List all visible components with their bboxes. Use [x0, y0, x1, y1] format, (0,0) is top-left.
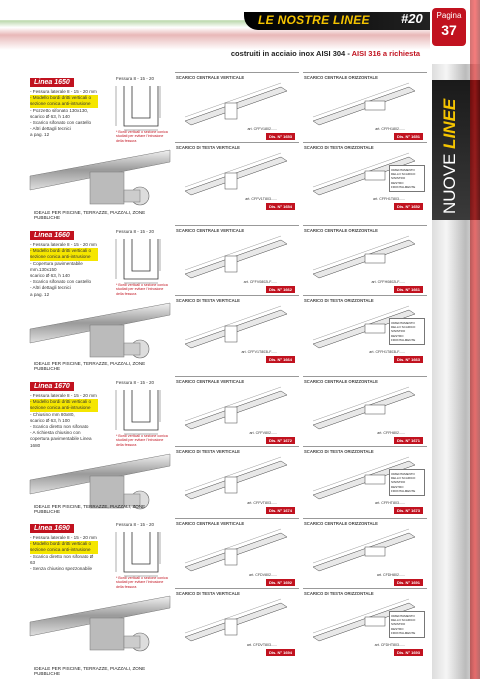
drawing-number-badge: Dis. N° 1654: [266, 203, 295, 210]
drawing-number-badge: Dis. N° 1674: [266, 507, 295, 514]
feature-item: - Scarico diretto non sifonato: [30, 424, 89, 430]
article-code: art. CFDV802......: [249, 573, 277, 577]
legend-item: FRONTALMENTE: [391, 631, 416, 635]
feature-item: - Fessura laterale 8 - 15 - 20 mm: [30, 535, 97, 540]
application-label: IDEALE PER PISCINE, TERRAZZE, PIAZZALI, ZONE PUBBLICHE: [34, 504, 146, 514]
drawing-title: SCARICO DI TESTA VERTICALE: [176, 449, 240, 454]
technical-drawing-cell: [303, 518, 427, 586]
feature-item: scarico Ø 63, h 100: [30, 417, 70, 423]
product-description-column: [30, 376, 170, 516]
drawing-number-badge: Dis. N° 1653: [266, 133, 295, 140]
legend-item: FRONTALMENTE: [391, 185, 416, 189]
feature-list: [30, 242, 98, 298]
drawing-number-badge: Dis. N° 1673: [394, 507, 423, 514]
feature-item: - Senza chiusino spezzonabile: [30, 566, 93, 572]
article-code: art. CFDVT803......: [246, 643, 277, 647]
feature-item: - Scarico diretto non sifonato Ø 63: [30, 553, 94, 565]
product-line-section: [30, 72, 430, 222]
issue-number: #20: [401, 11, 423, 26]
feature-item: - Copertura pavimentabile mm.130x150: [30, 260, 83, 272]
slot-width-label: Fessura 8 - 15 - 20: [116, 229, 155, 234]
article-code: art. CFFH1802......: [375, 127, 405, 131]
product-description-column: [30, 518, 170, 678]
article-code: art. CFFH1T803LF......: [369, 350, 405, 354]
technical-drawing-cell: [303, 588, 427, 656]
slot-width-label: Fessura 8 - 15 - 20: [116, 522, 155, 527]
slot-width-label: Fessura 8 - 15 - 20: [116, 76, 155, 81]
page-number: 37: [441, 22, 457, 38]
subtitle-main: costruiti in acciaio inox AISI 304 -: [230, 49, 352, 58]
article-code: art. CFFHT803......: [375, 501, 405, 505]
legend-item: SINISTRO: [391, 480, 406, 484]
feature-item: - Altri dettagli tecnici: [30, 285, 71, 291]
technical-drawing-cell: [303, 225, 427, 293]
legend-item: SINISTRO: [391, 622, 406, 626]
section-profile-diagram: [102, 229, 168, 297]
feature-item: - Scarico sifonato con castello: [30, 279, 92, 285]
feature-item: - Scarico sifonato con castello: [30, 120, 92, 126]
feature-list: [30, 535, 98, 572]
profile-note: * Bordi verticali o sezione conica studiati per evitare l'intrusione della fessura: [116, 576, 168, 589]
side-word-2: LINEE: [440, 98, 459, 149]
legend-item: DESTRO: [391, 180, 404, 185]
section-profile-diagram: [102, 522, 168, 590]
technical-drawing-cell: [175, 225, 299, 293]
drawing-title: SCARICO CENTRALE ORIZZONTALE: [304, 75, 378, 80]
profile-note: * Bordi verticali o sezione conica studiati per evitare l'intrusione della fessura: [116, 130, 168, 143]
drawing-number-badge: Dis. N° 1691: [394, 579, 423, 586]
feature-item: - Modello bordi dritti verticali o sezione conica anti-intrusione: [30, 95, 98, 107]
product-description-column: [30, 72, 170, 222]
line-tag: Linea 1660: [30, 231, 74, 240]
channel-drawing: [309, 234, 419, 280]
feature-item: - Fessura laterale 8 - 15 - 20 mm: [30, 393, 97, 398]
channel-drawing: [181, 304, 291, 350]
channel-drawing: [181, 234, 291, 280]
channel-drawing: [181, 385, 291, 431]
feature-item: - Fessura laterale 8 - 15 - 20 mm: [30, 89, 97, 94]
line-tag: Linea 1650: [30, 78, 74, 87]
article-code: art. CFFV802......: [249, 431, 277, 435]
product-line-section: [30, 376, 430, 516]
drain-orientation-legend: [389, 318, 425, 345]
legend-item: DESTRO: [391, 333, 404, 338]
channel-drawing: [309, 527, 419, 573]
feature-item: - Modello bordi dritti verticali o sezione conica anti-intrusione: [30, 541, 98, 553]
legend-title: ORIENTAMENTO DELLO SCARICO: [391, 167, 416, 176]
channel-drawing: [181, 597, 291, 643]
drawing-title: SCARICO CENTRALE VERTICALE: [176, 521, 245, 526]
side-word-1: NUOVE: [440, 148, 459, 214]
page-number-badge: [432, 8, 466, 46]
feature-item: a pag. 12: [30, 132, 50, 138]
feature-list: [30, 393, 98, 449]
application-label: IDEALE PER PISCINE, TERRAZZE, PIAZZALI, ZONE PUBBLICHE: [34, 666, 146, 676]
legend-item: SINISTRO: [391, 176, 406, 180]
article-code: art. CFFVT803......: [247, 501, 277, 505]
product-photo: [30, 146, 170, 236]
drawing-number-badge: Dis. N° 1693: [394, 649, 423, 656]
technical-drawings-grid: [175, 518, 429, 678]
page-title: LE NOSTRE LINEE: [258, 13, 370, 27]
drawing-number-badge: Dis. N° 1651: [394, 133, 423, 140]
page-label: Pagina: [436, 11, 462, 20]
technical-drawings-grid: [175, 72, 429, 222]
feature-item: - Modello bordi dritti verticali o sezione conica anti-intrusione: [30, 399, 98, 411]
drain-orientation-legend: [389, 611, 425, 638]
technical-drawing-cell: [303, 295, 427, 363]
drawing-title: SCARICO DI TESTA VERTICALE: [176, 298, 240, 303]
feature-item: - Fessura laterale 8 - 15 - 20 mm: [30, 242, 97, 247]
technical-drawing-cell: [175, 142, 299, 210]
drawing-title: SCARICO DI TESTA ORIZZONTALE: [304, 145, 374, 150]
legend-title: ORIENTAMENTO DELLO SCARICO: [391, 320, 416, 329]
drawing-number-badge: Dis. N° 1652: [394, 203, 423, 210]
drawing-title: SCARICO CENTRALE VERTICALE: [176, 75, 245, 80]
line-tag: Linea 1690: [30, 524, 74, 533]
subtitle-red: AISI 316 a richiesta: [351, 49, 420, 58]
feature-item: scarico Ø 63, h 140: [30, 273, 70, 279]
drain-orientation-legend: [389, 469, 425, 496]
article-code: art. CFFV1802......: [247, 127, 277, 131]
product-line-section: [30, 518, 430, 678]
article-code: art. CFDHT803......: [374, 643, 405, 647]
article-code: art. CFFH802......: [377, 431, 405, 435]
legend-title: ORIENTAMENTO DELLO SCARICO: [391, 471, 416, 480]
legend-item: DESTRO: [391, 484, 404, 489]
legend-title: ORIENTAMENTO DELLO SCARICO: [391, 613, 416, 622]
drawing-title: SCARICO CENTRALE VERTICALE: [176, 228, 245, 233]
drawing-title: SCARICO CENTRALE ORIZZONTALE: [304, 379, 378, 384]
feature-item: - Pozzetto sifonato 130x130, scarico Ø 63, h 140: [30, 107, 89, 119]
section-profile-diagram: [102, 76, 168, 144]
feature-item: - Chiusino mm 80x80,: [30, 411, 75, 417]
profile-note: * Bordi verticali o sezione conica studiati per evitare l'intrusione della fessura: [116, 434, 168, 447]
channel-drawing: [181, 81, 291, 127]
drawing-title: SCARICO DI TESTA ORIZZONTALE: [304, 298, 374, 303]
legend-item: FRONTALMENTE: [391, 338, 416, 342]
feature-item: - Altri dettagli tecnici: [30, 126, 71, 132]
drawing-number-badge: Dis. N° 1663: [394, 356, 423, 363]
profile-drawing: [102, 235, 168, 289]
side-label: [440, 99, 460, 214]
drawing-title: SCARICO DI TESTA VERTICALE: [176, 591, 240, 596]
line-tag: Linea 1670: [30, 382, 74, 391]
feature-item: a pag. 12: [30, 291, 50, 297]
drawing-number-badge: Dis. N° 1662: [266, 286, 295, 293]
article-code: art. CFFH1T803......: [373, 197, 405, 201]
drawing-number-badge: Dis. N° 1694: [266, 649, 295, 656]
drawing-title: SCARICO CENTRALE ORIZZONTALE: [304, 521, 378, 526]
channel-drawing: [181, 151, 291, 197]
product-description-column: [30, 225, 170, 373]
channel-drawing: [309, 385, 419, 431]
slot-width-label: Fessura 8 - 15 - 20: [116, 380, 155, 385]
drain-orientation-legend: [389, 165, 425, 192]
channel-drawing: [181, 455, 291, 501]
profile-drawing: [102, 386, 168, 440]
technical-drawing-cell: [303, 142, 427, 210]
drawing-number-badge: Dis. N° 1664: [266, 356, 295, 363]
drawing-number-badge: Dis. N° 1672: [266, 437, 295, 444]
technical-drawing-cell: [303, 446, 427, 514]
technical-drawings-grid: [175, 225, 429, 373]
profile-drawing: [102, 82, 168, 136]
profile-drawing: [102, 528, 168, 582]
profile-note: * Bordi verticali o sezione conica studiati per evitare l'intrusione della fessura: [116, 283, 168, 296]
feature-item: - A richiesta chiusino con copertura pavimentabile Linea 1680: [30, 430, 92, 448]
article-code: art. CFFH0802LF......: [371, 280, 405, 284]
technical-drawing-cell: [303, 72, 427, 140]
application-label: IDEALE PER PISCINE, TERRAZZE, PIAZZALI, ZONE PUBBLICHE: [34, 210, 146, 220]
article-code: art. CFFV1T803......: [245, 197, 277, 201]
drawing-number-badge: Dis. N° 1671: [394, 437, 423, 444]
article-code: art. CFDH802......: [376, 573, 405, 577]
channel-drawing: [181, 527, 291, 573]
feature-list: [30, 89, 98, 139]
technical-drawing-cell: [175, 72, 299, 140]
drawing-number-badge: Dis. N° 1661: [394, 286, 423, 293]
side-red-edge: [470, 0, 480, 679]
drawing-number-badge: Dis. N° 1692: [266, 579, 295, 586]
technical-drawing-cell: [175, 588, 299, 656]
technical-drawing-cell: [175, 295, 299, 363]
application-label: IDEALE PER PISCINE, TERRAZZE, PIAZZALI, ZONE PUBBLICHE: [34, 361, 146, 371]
drawing-title: SCARICO CENTRALE ORIZZONTALE: [304, 228, 378, 233]
article-code: art. CFFV0802LF......: [243, 280, 277, 284]
technical-drawing-cell: [175, 518, 299, 586]
drawing-title: SCARICO DI TESTA VERTICALE: [176, 145, 240, 150]
legend-item: SINISTRO: [391, 329, 406, 333]
legend-item: DESTRO: [391, 626, 404, 631]
article-code: art. CFFV1T803LF......: [241, 350, 277, 354]
section-profile-diagram: [102, 380, 168, 448]
technical-drawing-cell: [175, 376, 299, 444]
drawing-title: SCARICO DI TESTA ORIZZONTALE: [304, 591, 374, 596]
drawing-title: SCARICO DI TESTA ORIZZONTALE: [304, 449, 374, 454]
drawing-title: SCARICO CENTRALE VERTICALE: [176, 379, 245, 384]
technical-drawing-cell: [303, 376, 427, 444]
material-subtitle: [231, 49, 420, 58]
product-line-section: [30, 225, 430, 373]
technical-drawing-cell: [175, 446, 299, 514]
technical-drawings-grid: [175, 376, 429, 516]
legend-item: FRONTALMENTE: [391, 489, 416, 493]
feature-item: - Modello bordi dritti verticali o sezione conica anti-intrusione: [30, 248, 98, 260]
channel-drawing: [309, 81, 419, 127]
